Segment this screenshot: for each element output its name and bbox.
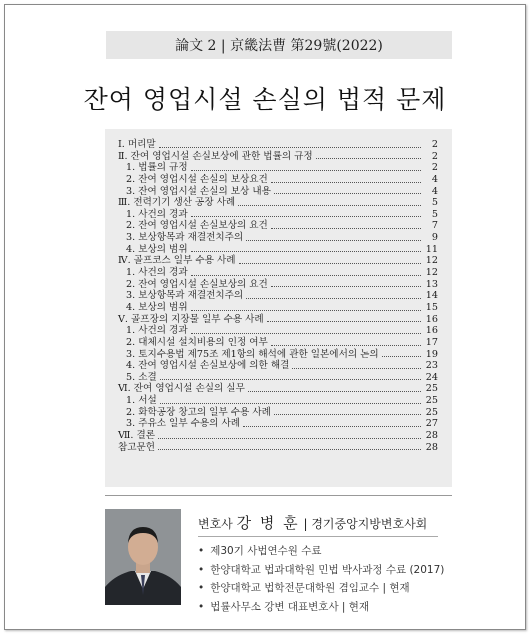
toc-entry (118, 220, 438, 232)
bio-item: • 법률사무소 강변 대표변호사 | 현재 (198, 598, 444, 617)
toc-leader-dots (292, 367, 421, 369)
toc-leader-dots (191, 215, 421, 217)
toc-entry-page: 7 (431, 220, 438, 232)
toc-entry (118, 418, 438, 430)
toc-entry (118, 395, 438, 407)
toc-entry (118, 151, 438, 163)
toc-entry-label: 1. 사건의 경과 (126, 325, 188, 337)
toc-entry-page: 4 (431, 185, 438, 197)
toc-entry (118, 349, 438, 361)
toc-entry (118, 139, 438, 151)
toc-leader-dots (382, 355, 421, 357)
toc-leader-dots (159, 146, 421, 148)
toc-entry-label: Ⅲ. 전력기기 생산 공장 사례 (118, 197, 236, 209)
toc-entry-page: 5 (431, 208, 438, 220)
toc-leader-dots (243, 425, 421, 427)
bio-item: • 한양대학교 법과대학원 민법 박사과정 수료 (2017) (198, 561, 444, 580)
toc-leader-dots (160, 402, 421, 404)
toc-entry-page: 12 (425, 255, 438, 267)
toc-entry-label: 1. 법률의 규정 (126, 162, 188, 174)
toc-entry (118, 232, 438, 244)
toc-entry-label: 2. 잔여 영업시설 손실보상의 요건 (126, 278, 268, 290)
author-name: 강 병 훈 (236, 514, 300, 532)
toc-leader-dots (267, 320, 421, 322)
toc-entry (118, 314, 438, 326)
author-separator: | (303, 517, 308, 531)
toc-leader-dots (191, 274, 421, 276)
toc-entry-page: 5 (431, 197, 438, 209)
toc-entry-label: 2. 잔여 영업시설 손실의 보상요건 (126, 173, 268, 185)
toc-leader-dots (191, 332, 421, 334)
toc-entry-label: 5. 소결 (126, 371, 157, 383)
toc-leader-dots (274, 192, 421, 194)
toc-entry-page: 4 (431, 173, 438, 185)
toc-leader-dots (271, 227, 421, 229)
toc-entry-page: 27 (425, 418, 438, 430)
toc-entry-label: 참고문헌 (118, 441, 156, 453)
journal-header-text: 論文 2 | 京畿法曹 第29號(2022) (175, 38, 383, 54)
toc-entry-label: Ⅳ. 골프코스 일부 수용 사례 (118, 255, 236, 267)
toc-leader-dots (191, 309, 421, 311)
toc-leader-dots (158, 437, 421, 439)
toc-entry-label: Ⅰ. 머리말 (118, 138, 156, 150)
toc-entry-label: Ⅴ. 골프장의 지장물 일부 수용 사례 (118, 313, 264, 325)
toc-entry-page: 25 (425, 383, 438, 395)
toc-entry (118, 372, 438, 384)
author-portrait-image (105, 509, 181, 605)
author-line (198, 512, 427, 533)
toc-leader-dots (239, 262, 421, 264)
author-title: 변호사 (198, 517, 233, 531)
divider (105, 495, 452, 496)
toc-leader-dots (271, 285, 421, 287)
toc-entry-page: 23 (425, 360, 438, 372)
toc-entry-page: 9 (431, 232, 438, 244)
toc-entry-label: 2. 화학공장 창고의 일부 수용 사례 (126, 406, 271, 418)
toc-entry (118, 255, 438, 267)
toc-leader-dots (271, 344, 421, 346)
table-of-contents (118, 139, 438, 453)
toc-entry (118, 337, 438, 349)
toc-entry-label: 4. 보상의 범위 (126, 243, 188, 255)
bio-item: • 한양대학교 법학전문대학원 겸임교수 | 현재 (198, 579, 444, 598)
toc-entry-page: 2 (431, 138, 438, 150)
toc-entry-page: 19 (425, 348, 438, 360)
toc-entry-label: Ⅶ. 결론 (118, 430, 156, 441)
toc-entry-label: 3. 주유소 일부 수용의 사례 (126, 418, 241, 430)
toc-entry-page: 2 (431, 162, 438, 174)
toc-entry-label: 3. 토지수용법 제75조 제1항의 해석에 관한 일본에서의 논의 (126, 348, 379, 360)
toc-leader-dots (274, 413, 421, 415)
toc-entry-page: 17 (425, 336, 438, 348)
toc-entry-label: 3. 보상항목과 재결전치주의 (126, 232, 244, 244)
toc-entry (118, 290, 438, 302)
toc-entry-page: 16 (425, 325, 438, 337)
toc-leader-dots (158, 448, 421, 450)
toc-entry (118, 302, 438, 314)
toc-leader-dots (248, 390, 421, 392)
toc-entry (118, 430, 438, 442)
toc-entry-page: 2 (431, 150, 438, 162)
toc-entry (118, 244, 438, 256)
toc-entry-label: 1. 서설 (126, 395, 157, 407)
toc-entry-label: 2. 잔여 영업시설 손실보상의 요건 (126, 220, 268, 232)
article-title: 잔여 영업시설 손실의 법적 문제 (83, 85, 447, 114)
toc-leader-dots (246, 239, 421, 241)
toc-entry-label: 4. 잔여 영업시설 손실보상에 의한 해결 (126, 360, 290, 372)
toc-leader-dots (238, 204, 421, 206)
toc-leader-dots (160, 378, 421, 380)
toc-entry-label: 3. 잔여 영업시설 손실의 보상 내용 (126, 185, 271, 197)
author-affiliation: 경기중앙지방변호사회 (311, 517, 428, 531)
toc-entry (118, 197, 438, 209)
toc-entry (118, 162, 438, 174)
toc-entry (118, 209, 438, 221)
toc-entry (118, 174, 438, 186)
toc-entry-label: 3. 보상항목과 재결전치주의 (126, 290, 244, 302)
toc-entry (118, 267, 438, 279)
toc-entry-label: 4. 보상의 범위 (126, 301, 188, 313)
toc-entry-label: 1. 사건의 경과 (126, 267, 188, 279)
toc-leader-dots (316, 157, 421, 159)
toc-entry-page: 28 (425, 441, 438, 453)
toc-entry (118, 442, 438, 454)
toc-entry-page: 16 (425, 313, 438, 325)
toc-entry-page: 25 (425, 406, 438, 418)
toc-entry (118, 325, 438, 337)
author-bio (198, 542, 444, 616)
toc-entry-page: 28 (425, 430, 438, 441)
bio-item: • 제30기 사법연수원 수료 (198, 542, 444, 561)
toc-entry (118, 186, 438, 198)
toc-entry-page: 13 (425, 278, 438, 290)
toc-entry-label: Ⅱ. 잔여 영업시설 손실보상에 관한 법률의 규정 (118, 150, 313, 162)
toc-entry-page: 11 (425, 243, 438, 255)
toc-entry-page: 12 (425, 267, 438, 279)
toc-entry-page: 24 (425, 371, 438, 383)
toc-entry-page: 14 (425, 290, 438, 302)
toc-entry (118, 279, 438, 291)
author-divider (198, 536, 438, 537)
toc-leader-dots (191, 250, 421, 252)
toc-entry-page: 25 (425, 395, 438, 407)
toc-entry-label: Ⅵ. 잔여 영업시설 손실의 실무 (118, 383, 245, 395)
toc-leader-dots (191, 169, 421, 171)
toc-entry-label: 1. 사건의 경과 (126, 208, 188, 220)
toc-entry-page: 15 (425, 301, 438, 313)
toc-leader-dots (271, 181, 421, 183)
toc-entry (118, 407, 438, 419)
toc-leader-dots (246, 297, 421, 299)
toc-entry (118, 383, 438, 395)
journal-header (106, 31, 452, 59)
toc-entry-label: 2. 대체시설 설치비용의 인정 여부 (126, 336, 268, 348)
toc-entry (118, 360, 438, 372)
author-photo (105, 509, 181, 605)
